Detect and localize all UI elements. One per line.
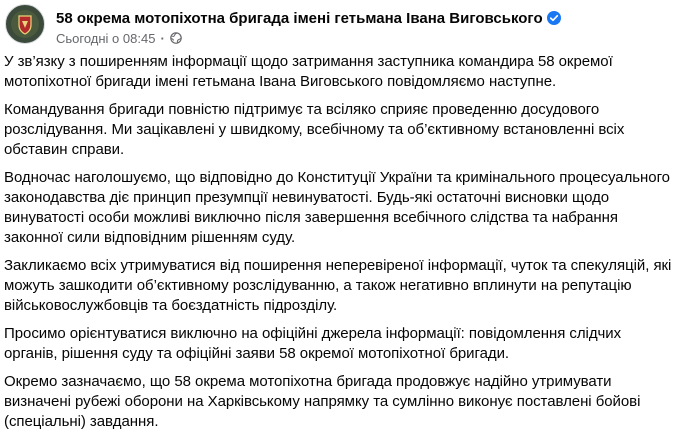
page-avatar[interactable] (5, 4, 45, 44)
post-content (4, 52, 680, 432)
globe-icon[interactable] (170, 32, 182, 44)
page-name-row (56, 8, 561, 28)
post-paragraph: Командування бригади повністю підтримує та всіляко сприяє проведенню досудового розслідування. Ми зацікавлені у швидкому, всебічному та об’єктивному встановленні всіх обставин справи. (4, 101, 625, 158)
brigade-emblem-icon (10, 9, 40, 39)
post-timestamp[interactable]: Сьогодні о 08:45 (56, 30, 156, 46)
header-text (56, 4, 561, 47)
verified-badge-icon (547, 11, 561, 25)
meta-separator: · (160, 30, 165, 46)
post-meta (56, 29, 561, 47)
post-paragraph: Закликаємо всіх утримуватися від поширення неперевіреної інформації, чуток та спекуляцій, які можуть зашкодити об’єктивному розслідуванню, а також негативно вплинути на репутацію військовослужбовців та боєздатність підрозділу. (4, 257, 672, 314)
post-paragraph: Водночас наголошуємо, що відповідно до Конституції України та кримінального процесуального законодавства діє принцип презумпції невинуватості. Будь-які остаточні висновки щодо винуватості особи можливі виключно після завершення всебічного слідства та набрання законної сили відповідним рішенням суду. (4, 169, 670, 246)
post-paragraph: Окремо зазначаємо, що 58 окрема мотопіхотна бригада продовжує надійно утримувати визначені рубежі оборони на Харківському напрямку та сумлінно виконує поставлені бойові (спеціальні) завдання. (4, 373, 641, 430)
post-paragraph: У зв’язку з поширенням інформації щодо затримання заступника командира 58 окремої мотопіхотної бригади імені гетьмана Івана Виговського повідомляємо наступне. (4, 53, 613, 90)
post-paragraph: Просимо орієнтуватися виключно на офіційні джерела інформації: повідомлення слідчих органів, рішення суду та офіційні заяви 58 окремої мотопіхотної бригади. (4, 325, 622, 362)
page-name-link[interactable]: 58 окрема мотопіхотна бригада імені гетьмана Івана Виговського (56, 9, 543, 27)
post-header (4, 0, 680, 52)
